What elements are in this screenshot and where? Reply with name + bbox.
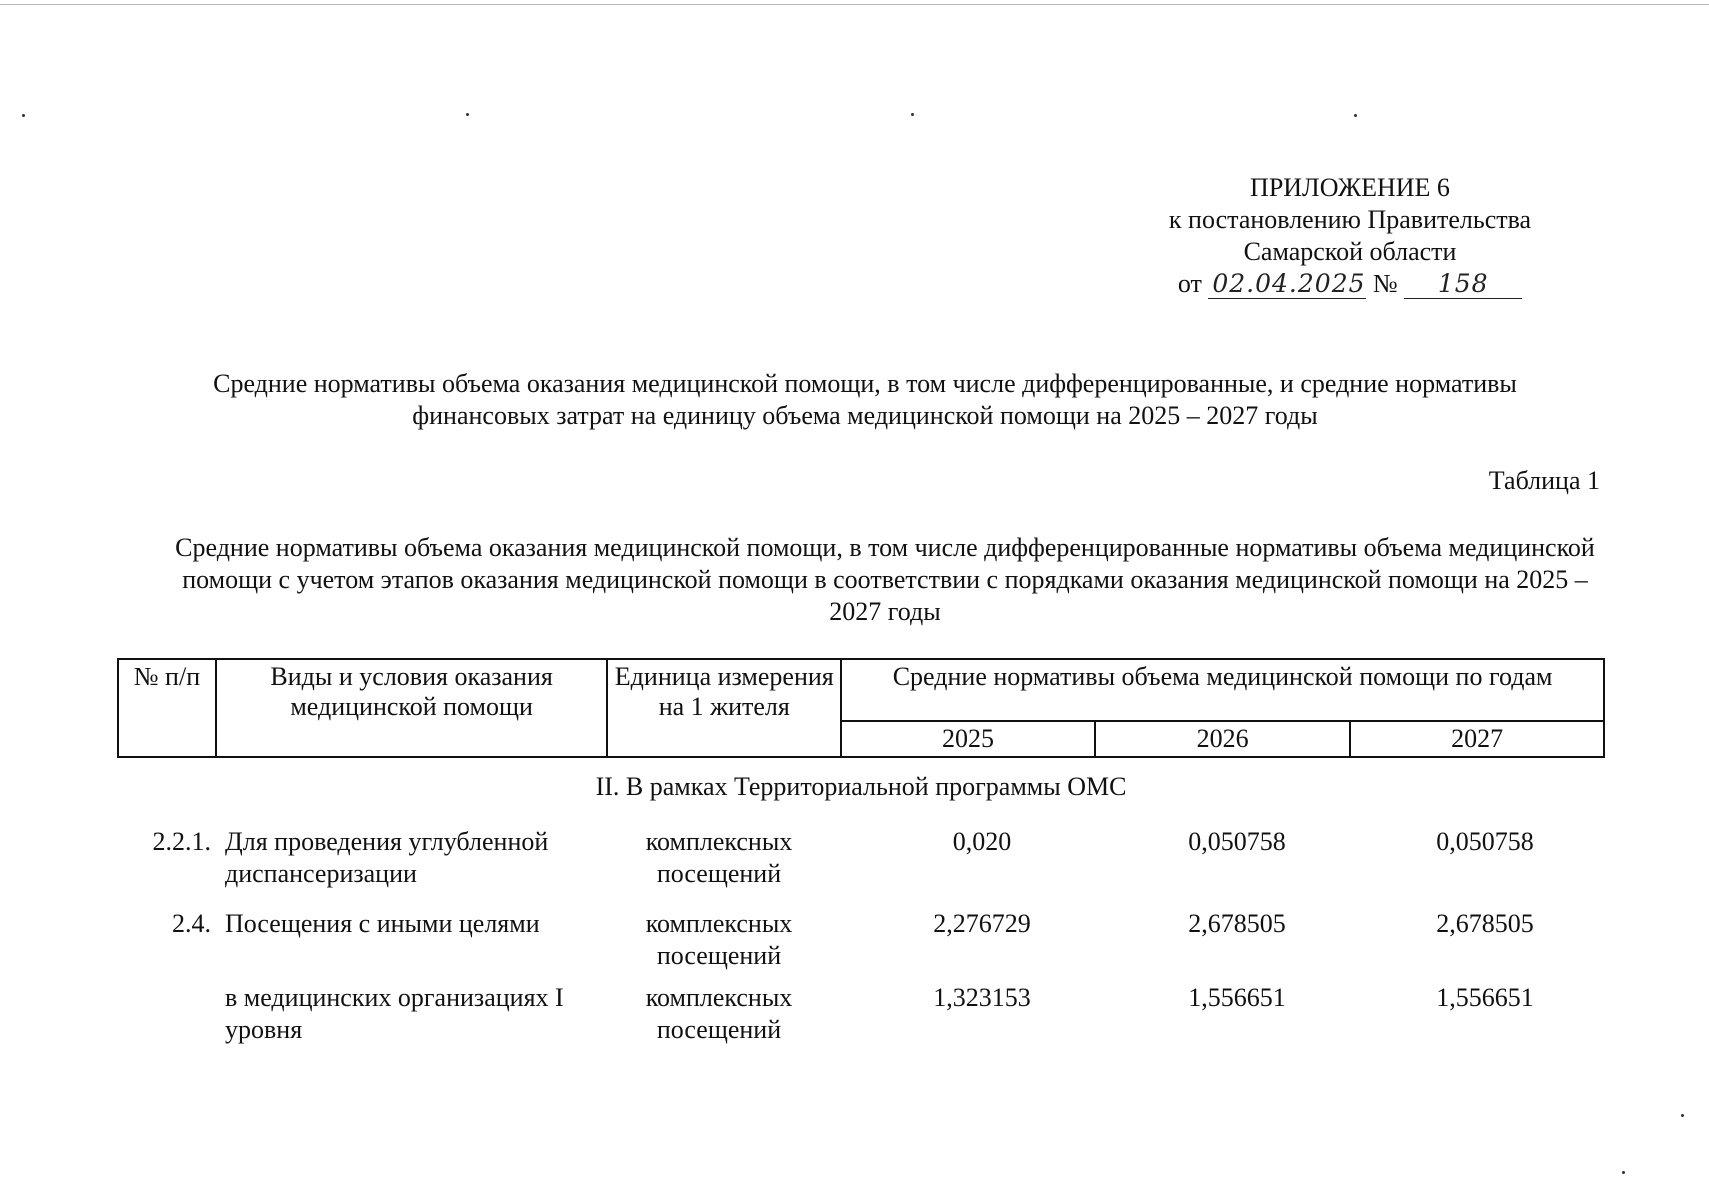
row-unit: комплексных посещений [645, 909, 793, 970]
scan-speck [466, 113, 469, 116]
header-num: № п/п [118, 659, 216, 757]
row-value-2025: 2,276729 [933, 909, 1031, 938]
number-prefix: № [1372, 269, 1398, 298]
row-unit: комплексных посещений [645, 983, 793, 1044]
table-row [117, 982, 1605, 1052]
row-name: Для проведения углубленной диспансеризации [225, 827, 549, 888]
scan-speck [911, 113, 914, 116]
scan-speck [1354, 114, 1357, 117]
appendix-region: Самарской области [1243, 237, 1457, 266]
scan-edge-line [0, 4, 1709, 5]
row-name: Посещения с иными целями [225, 909, 540, 938]
appendix-resolution: к постановлению Правительства [1168, 205, 1532, 234]
table-row [117, 908, 1605, 978]
header-year-2026: 2026 [1095, 721, 1351, 757]
header-year-2027: 2027 [1350, 721, 1604, 757]
appendix-title: ПРИЛОЖЕНИЕ 6 [1250, 173, 1450, 202]
number-value: 158 [1404, 270, 1522, 299]
row-num: 2.4. [172, 909, 211, 938]
table-header [117, 658, 1605, 758]
table-title: Средние нормативы объема оказания медицинской помощи, в том числе дифференцированные нормативы объема медицинской помощи с учетом этапов оказания медицинской помощи в соответствии с порядками оказания медицинской помощи на 2025 – 2027 годы [175, 533, 1595, 626]
header-group: Средние нормативы объема медицинской помощи по годам [841, 659, 1604, 721]
row-name: в медицинских организациях I уровня [225, 983, 564, 1044]
row-value-2026: 2,678505 [1188, 909, 1286, 938]
table-label: Таблица 1 [1488, 466, 1600, 495]
date-value: 02.04.2025 [1208, 270, 1366, 299]
header-unit: Единица измерения на 1 жителя [607, 659, 841, 757]
row-value-2026: 0,050758 [1188, 827, 1286, 856]
header-year-2025: 2025 [841, 721, 1095, 757]
date-prefix: от [1177, 269, 1202, 298]
scan-speck [1681, 1114, 1684, 1117]
appendix-date-line [1140, 268, 1560, 302]
table-row [117, 826, 1605, 896]
row-value-2026: 1,556651 [1188, 983, 1286, 1012]
section-title: II. В рамках Территориальной программы ОМС [595, 772, 1127, 801]
appendix-block [1140, 172, 1560, 302]
row-value-2027: 1,556651 [1436, 983, 1534, 1012]
row-value-2025: 0,020 [952, 827, 1012, 856]
header-type: Виды и условия оказания медицинской помощи [216, 659, 608, 757]
row-unit: комплексных посещений [645, 827, 793, 888]
scan-speck [1622, 1171, 1625, 1174]
scan-speck [22, 114, 25, 117]
row-value-2027: 0,050758 [1436, 827, 1534, 856]
row-value-2025: 1,323153 [933, 983, 1031, 1012]
row-value-2027: 2,678505 [1436, 909, 1534, 938]
row-num: 2.2.1. [152, 827, 211, 856]
document-title: Средние нормативы объема оказания медицинской помощи, в том числе дифференцированные, и средние нормативы финансовых затрат на единицу объема медицинской помощи на 2025 – 2027 годы [213, 369, 1517, 430]
